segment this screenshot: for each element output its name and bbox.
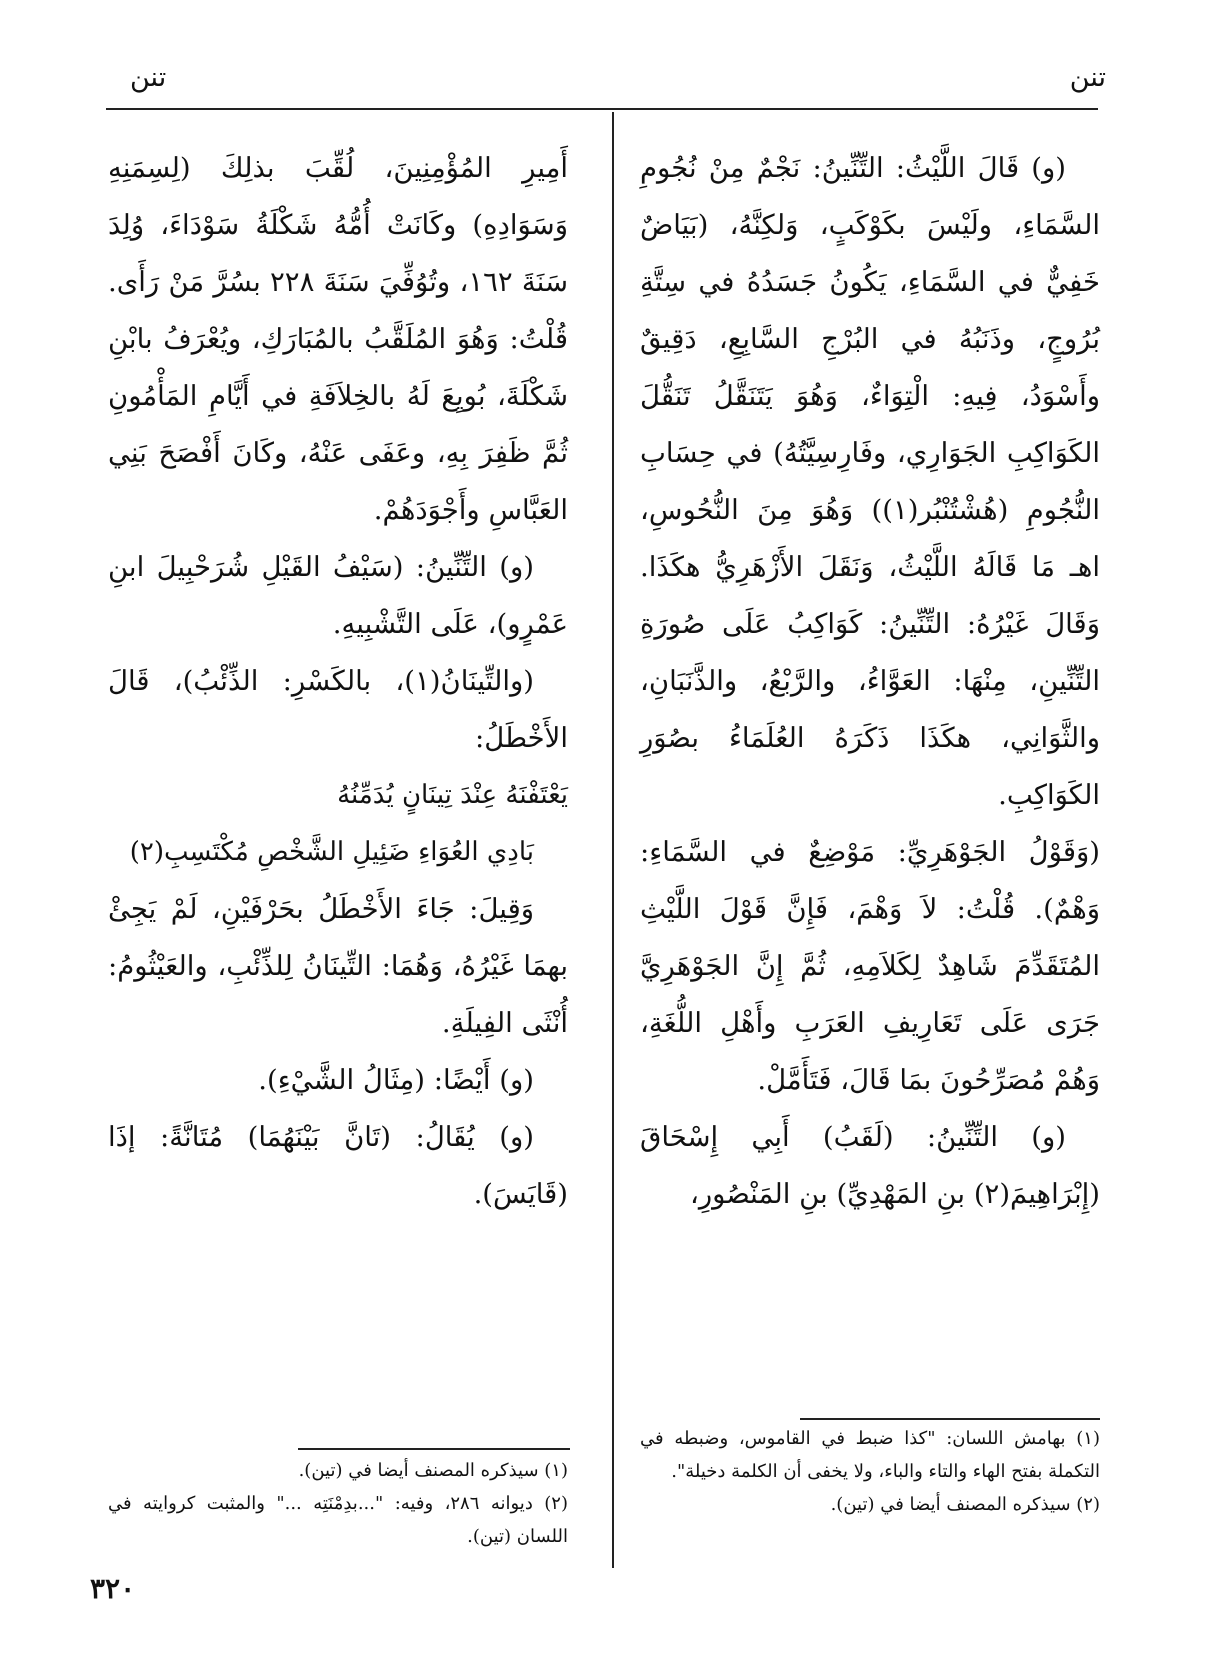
running-header-right: تنن (1069, 62, 1106, 93)
verse-line-2: بَادِي العُوَاءِ ضَئِيلِ الشَّخْصِ مُكْتَسِبِ(٢) (129, 837, 534, 867)
footnote-rule-left (298, 1448, 570, 1450)
paragraph: (و) يُقَالُ: (تَانَّ بَيْنَهُمَا) مُتَانَّةً: إذَا (قَايَسَ). (108, 1121, 568, 1210)
footnote-rule-right (800, 1418, 1100, 1420)
paragraph: (و) أَيْضًا: (مِثَالُ الشَّيْءِ). (258, 1064, 534, 1096)
paragraph: (والتِّينَانُ(١)، بالكَسْرِ: الذِّئْبُ)، قَالَ الأَخْطَلُ: (108, 665, 568, 754)
verse-line-1: يَعْتَفْنَهُ عِنْدَ تِينَانٍ يُدَمِّنُهُ (337, 780, 568, 810)
left-column (108, 140, 568, 1223)
paragraph: أَمِيرِ المُؤْمِنِينَ، لُقِّبَ بذلِكَ (لِسِمَنِهِ وَسَوَادِهِ) وكَانَتْ أُمُّهُ شَكْلَةُ سَوْدَاءَ، وُلِدَ سَنَةَ ١٦٢، وتُوُفِّيَ سَنَةَ ٢٢٨ بسُرَّ مَنْ رَأَى. قُلْتُ: وَهُوَ المُلَقَّبُ بالمُبَارَكِ، ويُعْرَفُ بابْنِ شَكْلَةَ، بُويِعَ لَهُ بالخِلاَفَةِ في أَيَّامِ المَأْمُونِ ثُمَّ ظَفِرَ بِهِ، وعَفَى عَنْهُ، وكَانَ أَفْصَحَ بَنِي العَبَّاسِ وأَجْوَدَهُمْ. (108, 152, 568, 526)
footnote: (٢) ديوانه ٢٨٦، وفيه: "...بدِمْنَتِه ..." والمثبت كروايته في اللسان (تين). (108, 1493, 568, 1547)
column-divider (612, 112, 614, 1568)
paragraph: وَقِيلَ: جَاءَ الأَخْطَلُ بحَرْفَيْنِ، لَمْ يَجِئْ بهمَا غَيْرُهُ، وَهُمَا: التِّينَانُ لِلذِّئْبِ، والعَيْثُومُ: أُنْثَى الفِيلَةِ. (108, 893, 568, 1039)
footnote: (١) بهامش اللسان: "كذا ضبط في القاموس، وضبطه في التكملة بفتح الهاء والتاء والباء، ولا يخفى أن الكلمة دخيلة". (640, 1428, 1100, 1482)
paragraph: (و) قَالَ اللَّيْثُ: التِّنِّينُ: نَجْمٌ مِنْ نُجُومِ السَّمَاءِ، ولَيْسَ بكَوْكَبٍ، وَلكِنَّهُ، (بَيَاضٌ خَفِيٌّ في السَّمَاءِ، يَكُونُ جَسَدُهُ في سِتَّةِ بُرُوجٍ، وذَنَبُهُ في البُرْجِ السَّابِعِ، دَقِيقٌ وأَسْوَدُ، فِيهِ: الْتِوَاءٌ، وَهُوَ يَتَنَقَّلُ تَنَقُّلَ الكَوَاكِبِ الجَوَارِي، وفَارِسِيَّتُهُ) في حِسَابِ النُّجُومِ (هُشْتُنْبُر(١)) وَهُوَ مِنَ النُّحُوسِ، اهـ مَا قَالَهُ اللَّيْثُ، وَنَقَلَ الأَزْهَرِيُّ هكَذَا. وَقَالَ غَيْرُهُ: التِّنِّينُ: كَوَاكِبُ عَلَى صُورَةِ التِّنِّينِ، مِنْهَا: العَوَّاءُ، والرَّبْعُ، والذَّنَبَانِ، والثَّوَانِي، هكَذَا ذَكَرَهُ العُلَمَاءُ بصُوَرِ الكَوَاكِبِ. (640, 152, 1100, 811)
header-rule (106, 108, 1098, 110)
footnote: (١) سيذكره المصنف أيضا في (تين). (298, 1460, 568, 1481)
page-number: ٣٢٠ (90, 1572, 136, 1605)
paragraph: (وَقَوْلُ الجَوْهَرِيِّ: مَوْضِعٌ في السَّمَاءِ: وَهْمٌ). قُلْتُ: لاَ وَهْمَ، فَإِنَّ قَوْلَ اللَّيْثِ المُتَقَدِّمَ شَاهِدٌ لِكَلاَمِهِ، ثُمَّ إِنَّ الجَوْهَرِيَّ جَرَى عَلَى تَعَارِيفِ العَرَبِ وأَهْلِ اللُّغَةِ، وَهُمْ مُصَرِّحُونَ بمَا قَالَ، فَتَأَمَّلْ. (640, 836, 1100, 1096)
paragraph: (و) التِّنِّينُ: (سَيْفُ القَيْلِ شُرَحْبِيلَ ابنِ عَمْرٍو)، عَلَى التَّشْبِيهِ. (108, 551, 568, 640)
footnotes-left (108, 1454, 568, 1553)
footnote: (٢) سيذكره المصنف أيضا في (تين). (830, 1494, 1100, 1515)
right-column (640, 140, 1100, 1223)
running-header-left: تنن (130, 62, 167, 93)
footnotes-right (640, 1422, 1100, 1521)
paragraph: (و) التِّنِّينُ: (لَقَبُ) أَبِي إِسْحَاقَ (إِبْرَاهِيمَ(٢) بنِ المَهْدِيِّ) بنِ المَنْصُورِ، (640, 1121, 1100, 1210)
